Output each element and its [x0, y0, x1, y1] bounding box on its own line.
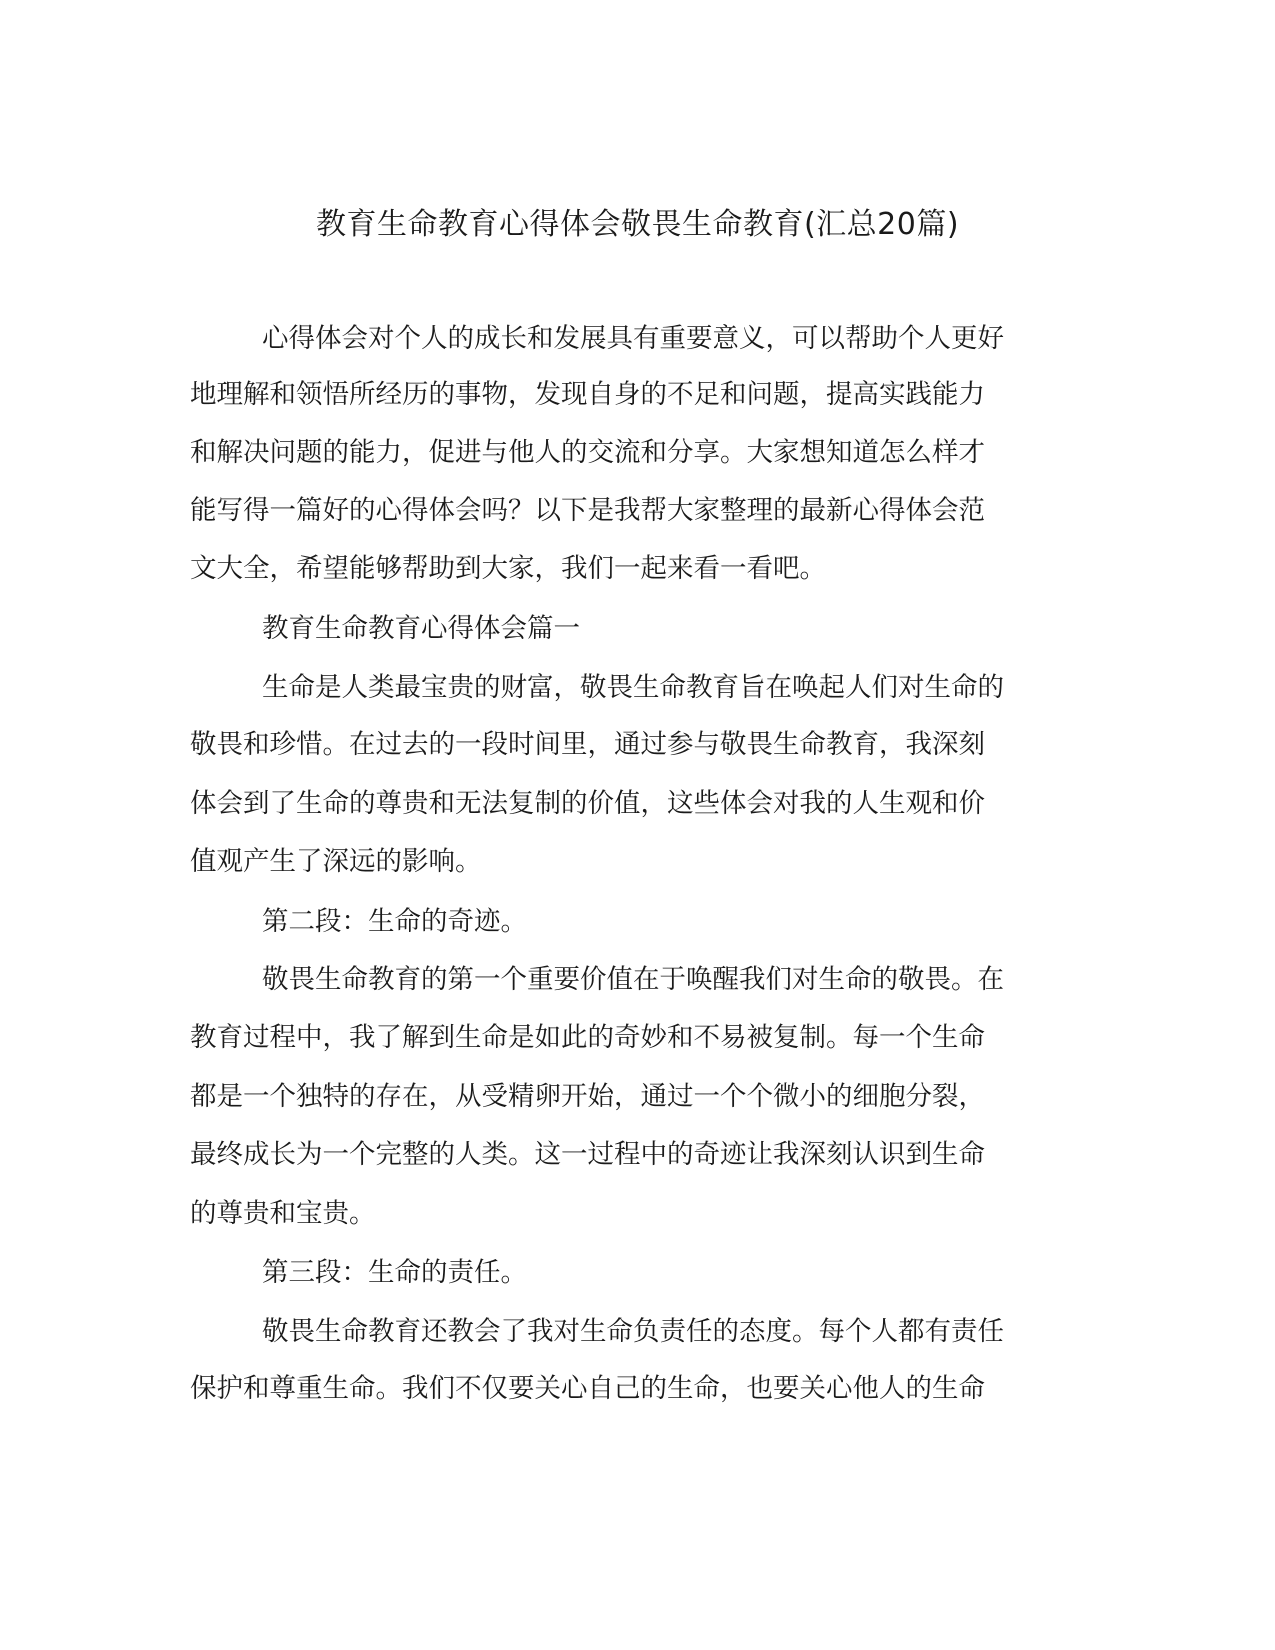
paragraph-line: 教育过程中，我了解到生命是如此的奇妙和不易被复制。每一个生命	[190, 1022, 985, 1053]
paragraph-line: 心得体会对个人的成长和发展具有重要意义，可以帮助个人更好	[262, 323, 1004, 354]
paragraph-line: 敬畏生命教育还教会了我对生命负责任的态度。每个人都有责任	[262, 1316, 1004, 1347]
paragraph-line: 文大全，希望能够帮助到大家，我们一起来看一看吧。	[190, 553, 826, 584]
paragraph-line: 地理解和领悟所经历的事物，发现自身的不足和问题，提高实践能力	[190, 379, 985, 410]
paragraph-line: 的尊贵和宝贵。	[190, 1198, 376, 1229]
section-heading: 第二段：生命的奇迹。	[262, 906, 527, 937]
section-heading: 教育生命教育心得体会篇一	[262, 613, 580, 644]
paragraph-line: 保护和尊重生命。我们不仅要关心自己的生命，也要关心他人的生命	[190, 1373, 985, 1404]
paragraph-line: 敬畏和珍惜。在过去的一段时间里，通过参与敬畏生命教育，我深刻	[190, 729, 985, 760]
document-title: 教育生命教育心得体会敬畏生命教育(汇总20篇)	[315, 207, 960, 242]
paragraph-line: 和解决问题的能力，促进与他人的交流和分享。大家想知道怎么样才	[190, 437, 985, 468]
paragraph-line: 值观产生了深远的影响。	[190, 846, 482, 877]
paragraph-line: 生命是人类最宝贵的财富，敬畏生命教育旨在唤起人们对生命的	[262, 672, 1004, 703]
paragraph-line: 都是一个独特的存在，从受精卵开始，通过一个个微小的细胞分裂，	[190, 1081, 985, 1112]
paragraph-line: 体会到了生命的尊贵和无法复制的价值，这些体会对我的人生观和价	[190, 788, 985, 819]
paragraph-line: 能写得一篇好的心得体会吗？以下是我帮大家整理的最新心得体会范	[190, 495, 985, 526]
paragraph-line: 最终成长为一个完整的人类。这一过程中的奇迹让我深刻认识到生命	[190, 1139, 985, 1170]
section-heading: 第三段：生命的责任。	[262, 1257, 527, 1288]
paragraph-line: 敬畏生命教育的第一个重要价值在于唤醒我们对生命的敬畏。在	[262, 964, 1004, 995]
